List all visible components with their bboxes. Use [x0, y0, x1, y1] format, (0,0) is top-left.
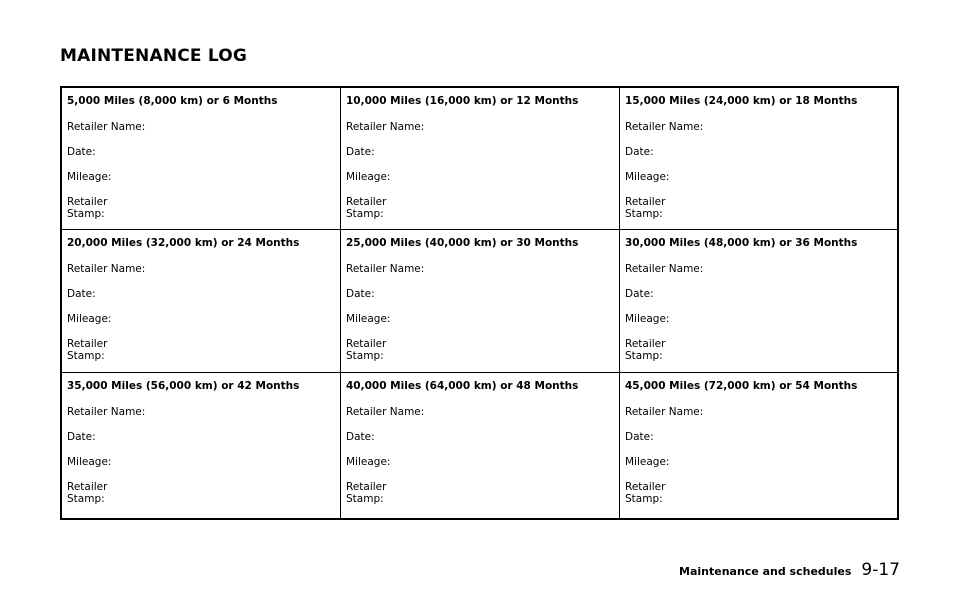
date-label: Date:	[625, 146, 654, 158]
mileage-label: Mileage:	[346, 313, 391, 325]
date-label: Date:	[67, 288, 96, 300]
log-entry	[62, 230, 341, 373]
mileage-label: Mileage:	[625, 456, 670, 468]
retailer-name-label: Retailer Name:	[346, 406, 425, 418]
retailer-name-label: Retailer Name:	[346, 263, 425, 275]
interval-heading: 20,000 Miles (32,000 km) or 24 Months	[67, 237, 300, 249]
date-label: Date:	[346, 288, 375, 300]
log-entry	[341, 373, 620, 518]
date-label: Date:	[625, 288, 654, 300]
interval-heading: 40,000 Miles (64,000 km) or 48 Months	[346, 380, 579, 392]
page-footer	[679, 560, 900, 580]
date-label: Date:	[346, 146, 375, 158]
retailer-name-label: Retailer Name:	[67, 121, 146, 133]
log-entry	[62, 373, 341, 518]
retailer-stamp-label: Retailer Stamp:	[625, 338, 666, 362]
mileage-label: Mileage:	[625, 171, 670, 183]
mileage-label: Mileage:	[67, 456, 112, 468]
mileage-label: Mileage:	[346, 171, 391, 183]
date-label: Date:	[67, 146, 96, 158]
page-number: 9-17	[861, 560, 900, 580]
retailer-name-label: Retailer Name:	[625, 121, 704, 133]
page-title: MAINTENANCE LOG	[60, 46, 248, 66]
footer-section-title: Maintenance and schedules	[679, 565, 852, 578]
retailer-name-label: Retailer Name:	[625, 263, 704, 275]
maintenance-log-table	[60, 86, 899, 520]
interval-heading: 35,000 Miles (56,000 km) or 42 Months	[67, 380, 300, 392]
mileage-label: Mileage:	[67, 313, 112, 325]
retailer-stamp-label: Retailer Stamp:	[67, 481, 108, 505]
interval-heading: 25,000 Miles (40,000 km) or 30 Months	[346, 237, 579, 249]
retailer-name-label: Retailer Name:	[346, 121, 425, 133]
retailer-name-label: Retailer Name:	[67, 263, 146, 275]
mileage-label: Mileage:	[346, 456, 391, 468]
retailer-stamp-label: Retailer Stamp:	[625, 196, 666, 220]
log-entry	[620, 230, 897, 373]
retailer-stamp-label: Retailer Stamp:	[346, 338, 387, 362]
retailer-stamp-label: Retailer Stamp:	[346, 196, 387, 220]
retailer-stamp-label: Retailer Stamp:	[67, 196, 108, 220]
date-label: Date:	[346, 431, 375, 443]
retailer-stamp-label: Retailer Stamp:	[625, 481, 666, 505]
retailer-name-label: Retailer Name:	[625, 406, 704, 418]
log-entry	[620, 88, 897, 230]
log-entry	[620, 373, 897, 518]
interval-heading: 5,000 Miles (8,000 km) or 6 Months	[67, 95, 278, 107]
retailer-stamp-label: Retailer Stamp:	[346, 481, 387, 505]
log-entry	[62, 88, 341, 230]
date-label: Date:	[625, 431, 654, 443]
interval-heading: 10,000 Miles (16,000 km) or 12 Months	[346, 95, 579, 107]
log-entry	[341, 230, 620, 373]
interval-heading: 45,000 Miles (72,000 km) or 54 Months	[625, 380, 858, 392]
log-entry	[341, 88, 620, 230]
retailer-name-label: Retailer Name:	[67, 406, 146, 418]
mileage-label: Mileage:	[67, 171, 112, 183]
date-label: Date:	[67, 431, 96, 443]
mileage-label: Mileage:	[625, 313, 670, 325]
interval-heading: 30,000 Miles (48,000 km) or 36 Months	[625, 237, 858, 249]
interval-heading: 15,000 Miles (24,000 km) or 18 Months	[625, 95, 858, 107]
retailer-stamp-label: Retailer Stamp:	[67, 338, 108, 362]
